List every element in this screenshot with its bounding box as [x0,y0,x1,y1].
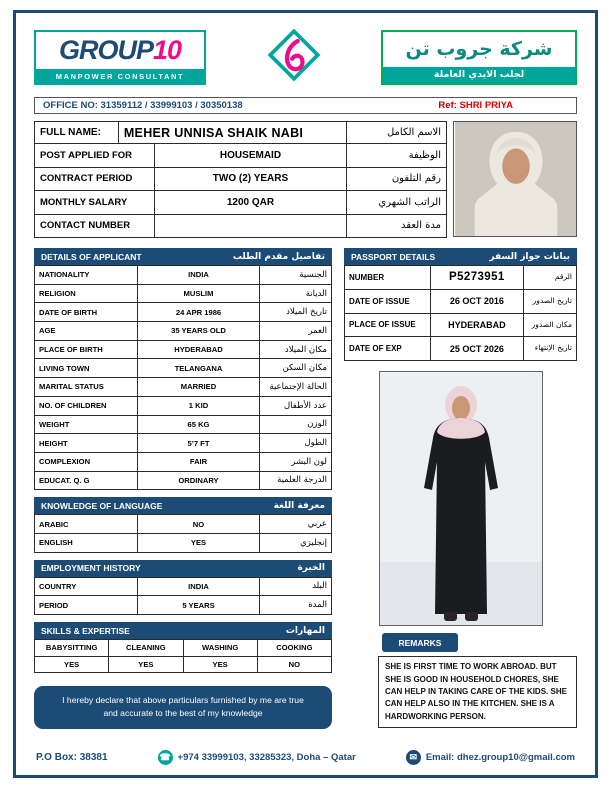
section-title: PASSPORT DETAILS [351,251,436,262]
main-info-section [34,121,577,238]
language-table [34,514,332,552]
skill-value: NO [257,656,331,673]
main-info-tables [34,121,447,238]
table-row [35,656,332,673]
table-row [35,284,332,303]
table-row [35,378,332,397]
cell-label: WEIGHT [35,415,138,434]
right-column [344,248,577,750]
cell-label: PERIOD [35,596,138,615]
cell-label: LIVING TOWN [35,359,138,378]
table-row [345,266,577,290]
cell-arabic: الطول [260,434,332,453]
table-row [345,337,577,361]
passport-table [344,265,577,361]
left-column [34,248,332,750]
section-title: DETAILS OF APPLICANT [41,251,142,262]
section-title-arabic: المهارات [285,625,325,636]
cell-value: NO [138,515,260,534]
email-icon: ✉ [406,750,421,765]
section-title: EMPLOYMENT HISTORY [41,563,141,574]
passport-details-header [344,248,577,265]
cell-arabic: المدة [260,596,332,615]
table-row [35,533,332,552]
company-box [381,30,577,85]
cell-label: POST APPLIED FOR [35,144,155,168]
cell-arabic: عدد الأطفال [260,396,332,415]
cell-value: TWO (2) YEARS [154,167,346,191]
cell-value: MUSLIM [138,284,260,303]
cell-arabic: مكان الصدور [524,313,577,337]
section-title-arabic: معرفة اللغة [273,500,325,511]
phone-text: +974 33999103, 33285323, Doha – Qatar [177,752,356,763]
cell-label: COMPLEXION [35,452,138,471]
employment-table [34,577,332,615]
ref-value: SHRI PRIYA [459,100,513,111]
cell-label: NUMBER [345,266,431,290]
skills-table [34,639,332,673]
cell-arabic: الوظيفة [347,144,447,168]
skill-value: YES [35,656,109,673]
cell-value [154,214,346,238]
cell-value: INDIA [138,577,260,596]
full-name-table [34,121,447,144]
skill-column-header: BABYSITTING [35,640,109,657]
table-row [35,515,332,534]
section-title-arabic: تفاصيل مقدم الطلب [232,251,325,262]
footer [34,750,577,767]
logo-banner: MANPOWER CONSULTANT [36,69,204,83]
applicant-info-table [34,143,447,238]
cell-arabic: إنجليزي [260,533,332,552]
company-banner-arabic: لجلب الايدي العاملة [383,67,575,83]
cell-arabic: الدرجة العلمية [260,471,332,490]
cell-arabic: مدة العقد [347,214,447,238]
cell-arabic: الوزن [260,415,332,434]
table-row [35,359,332,378]
cell-value: 5’7 FT [138,434,260,453]
cell-label: AGE [35,322,138,341]
footer-phone [158,750,356,765]
cell-value: ORDINARY [138,471,260,490]
diamond-logo-icon [266,25,322,90]
table-row [345,313,577,337]
cell-label: DATE OF EXP [345,337,431,361]
ref-label: Ref: [438,100,457,111]
page-border-frame [13,10,598,778]
table-row [35,452,332,471]
section-title-arabic: الخبرة [297,563,325,574]
cell-arabic: الجنسية [260,266,332,285]
full-name-value: MEHER UNNISA SHAIK NABI [118,122,346,144]
cell-label: PLACE OF ISSUE [345,313,431,337]
table-row [35,471,332,490]
full-name-arabic: الاسم الكامل [347,122,447,144]
cell-arabic: رقم التلفون [347,167,447,191]
cell-label: PLACE OF BIRTH [35,340,138,359]
cell-arabic: البلد [260,577,332,596]
cell-value: YES [138,533,260,552]
table-row [35,167,447,191]
content-columns [34,248,577,750]
cell-label: MONTHLY SALARY [35,191,155,215]
skill-value: YES [109,656,183,673]
header [34,25,577,90]
phone-icon: ☎ [158,750,173,765]
logo-text-group: GROUP [58,35,153,65]
cell-value: HYDERABAD [430,313,524,337]
cell-label: COUNTRY [35,577,138,596]
skill-value: YES [183,656,257,673]
skill-column-header: COOKING [257,640,331,657]
cell-arabic: لون البشر [260,452,332,471]
logo-text [36,32,204,69]
office-numbers: OFFICE NO: 31359112 / 33999103 / 30350138 [43,100,243,111]
section-title-arabic: بيانات جواز السفر [489,251,570,262]
cell-value: 1200 QAR [154,191,346,215]
table-row [35,340,332,359]
cell-label: HEIGHT [35,434,138,453]
cell-arabic: تاريخ الإنتهاء [524,337,577,361]
cell-arabic: مكان الميلاد [260,340,332,359]
skill-column-header: WASHING [183,640,257,657]
table-row [35,596,332,615]
details-of-applicant-header [34,248,332,265]
cell-arabic: الراتب الشهري [347,191,447,215]
office-number-bar [34,97,577,114]
cell-label: NO. OF CHILDREN [35,396,138,415]
table-row [35,303,332,322]
company-name-arabic: شركة جروب تن [405,38,553,60]
cell-arabic: العمر [260,322,332,341]
table-row [35,191,447,215]
table-row [345,289,577,313]
table-row [35,415,332,434]
cell-label: ENGLISH [35,533,138,552]
cell-value: 24 APR 1986 [138,303,260,322]
cell-value: MARRIED [138,378,260,397]
employment-history-header [34,560,332,577]
cell-value: INDIA [138,266,260,285]
cell-label: ARABIC [35,515,138,534]
skill-column-header: CLEANING [109,640,183,657]
cell-label: RELIGION [35,284,138,303]
group10-logo [34,30,206,85]
table-row [35,396,332,415]
cell-value: 1 KID [138,396,260,415]
full-body-photo [379,371,543,626]
cell-value: 35 YEARS OLD [138,322,260,341]
cell-value: FAIR [138,452,260,471]
cell-value: 26 OCT 2016 [430,289,524,313]
cell-arabic: عربي [260,515,332,534]
remarks-title: REMARKS [382,633,458,652]
cell-value: 5 YEARS [138,596,260,615]
table-row [35,577,332,596]
full-name-label: FULL NAME: [35,122,119,144]
cell-arabic: الرقم [524,266,577,290]
table-row [35,640,332,657]
declaration-statement: I hereby declare that above particulars furnished by me are true and accurate to the best of my knowledge [34,686,332,729]
cell-arabic: مكان السكن [260,359,332,378]
cell-label: CONTACT NUMBER [35,214,155,238]
cell-arabic: الحالة الإجتماعية [260,378,332,397]
cell-label: DATE OF ISSUE [345,289,431,313]
cell-label: CONTRACT PERIOD [35,167,155,191]
logo-text-10: 10 [152,35,182,65]
cell-arabic: تاريخ الصدور [524,289,577,313]
table-row [35,266,332,285]
table-row [35,144,447,168]
passport-photo [453,121,577,237]
table-row [35,322,332,341]
cell-value: HOUSEMAID [154,144,346,168]
knowledge-of-language-header [34,497,332,514]
section-title: SKILLS & EXPERTISE [41,625,130,636]
cell-value: 65 KG [138,415,260,434]
details-table [34,265,332,490]
cell-arabic: الديانة [260,284,332,303]
section-title: KNOWLEDGE OF LANGUAGE [41,500,163,511]
cell-value: 25 OCT 2026 [430,337,524,361]
table-row [35,214,447,238]
cell-value: HYDERABAD [138,340,260,359]
cell-arabic: تاريخ الميلاد [260,303,332,322]
cell-label: EDUCAT. Q. G [35,471,138,490]
cell-label: DATE OF BIRTH [35,303,138,322]
cell-label: MARITAL STATUS [35,378,138,397]
skills-expertise-header [34,622,332,639]
table-row [35,434,332,453]
cell-value: TELANGANA [138,359,260,378]
email-text: Email: dhez.group10@gmail.com [425,752,575,763]
cell-label: NATIONALITY [35,266,138,285]
remarks-text: SHE IS FIRST TIME TO WORK ABROAD. BUT SHE IS GOOD IN HOUSEHOLD CHORES, SHE CAN HELP IN TAKING CARE OF THE KIDS. SHE CAN HELP ALSO IN THE KITCHEN. SHE IS A HARDWORKING PERSON. [378,656,577,728]
passport-number: P5273951 [430,266,524,290]
table-row [35,122,447,144]
po-box: P.O Box: 38381 [36,752,108,763]
ref [438,100,513,111]
footer-email [406,750,575,765]
